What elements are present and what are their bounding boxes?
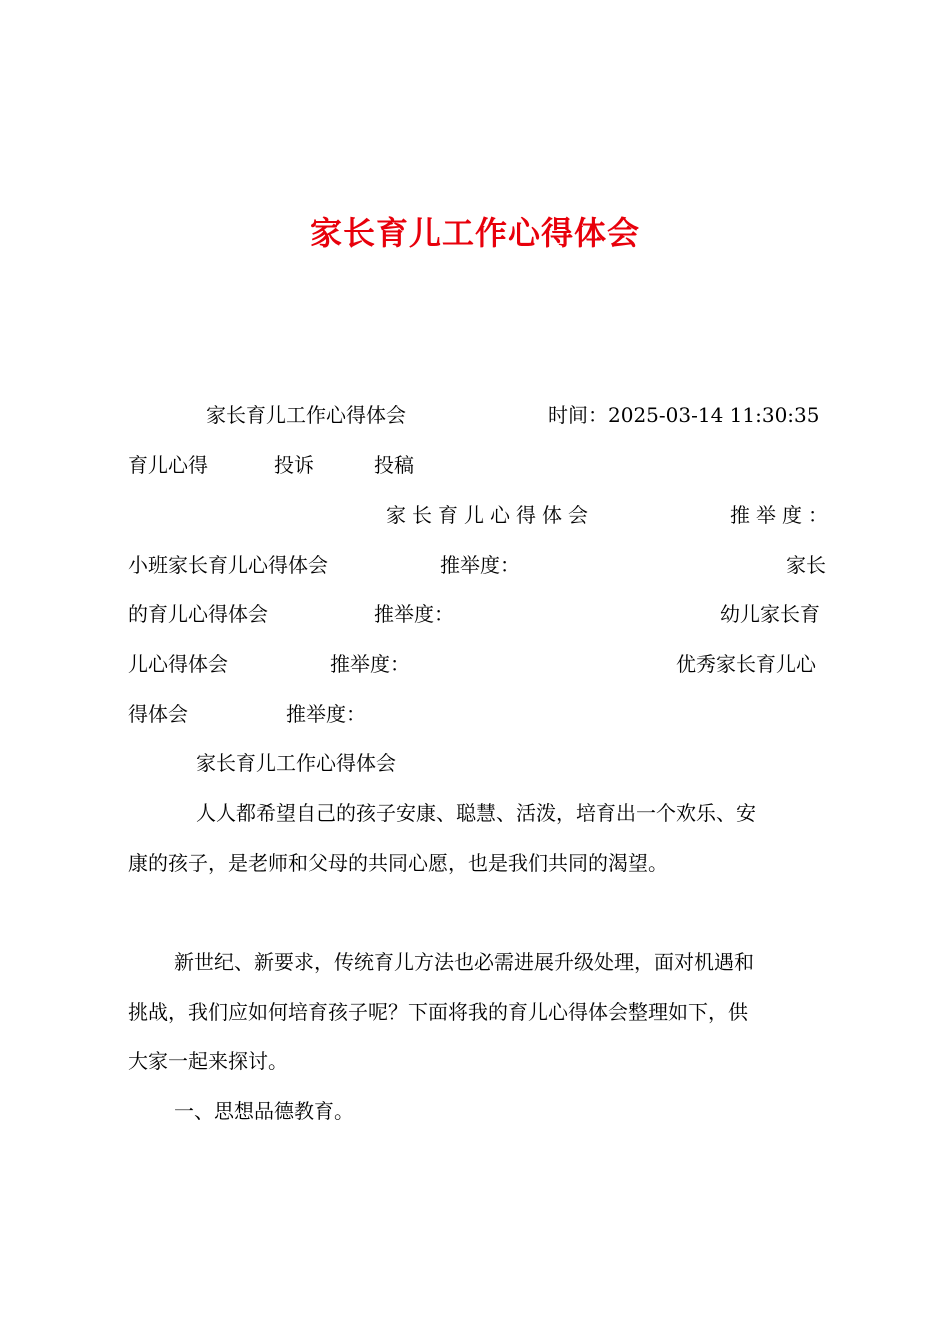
paragraph-line: 康的孩子，是老师和父母的共同心愿，也是我们共同的渴望。 xyxy=(128,851,668,875)
related-article-title[interactable]: 优秀家长育儿心 xyxy=(676,652,816,676)
related-article-title[interactable]: 幼儿家长育 xyxy=(720,602,820,626)
section-heading: 一、思想品德教育。 xyxy=(174,1099,354,1123)
related-recommend-label: 推举度： xyxy=(286,702,366,726)
timestamp: 时间：2025-03-14 11:30:35 xyxy=(548,403,820,427)
related-article-title[interactable]: 儿心得体会 xyxy=(128,652,228,676)
related-article-title[interactable]: 得体会 xyxy=(128,702,188,726)
complaint-link[interactable]: 投诉 xyxy=(274,453,314,477)
category-link[interactable]: 育儿心得 xyxy=(128,453,208,477)
related-article-title[interactable]: 家长育儿心得体会 xyxy=(386,503,594,527)
related-recommend-label: 推举度： xyxy=(330,652,410,676)
related-article-title[interactable]: 小班家长育儿心得体会 xyxy=(128,553,328,577)
related-article-title[interactable]: 家长 xyxy=(786,553,826,577)
paragraph-line: 大家一起来探讨。 xyxy=(128,1049,288,1073)
paragraph-line: 人人都希望自己的孩子安康、聪慧、活泼，培育出一个欢乐、安 xyxy=(196,801,756,825)
related-recommend-label: 推举度： xyxy=(440,553,520,577)
article-title: 家长育儿工作心得体会 xyxy=(206,403,406,427)
document-title: 家长育儿工作心得体会 xyxy=(309,214,640,252)
related-article-title[interactable]: 的育儿心得体会 xyxy=(128,602,268,626)
related-recommend-label: 推举度： xyxy=(374,602,454,626)
body-subtitle: 家长育儿工作心得体会 xyxy=(196,751,396,775)
related-recommend-label: 推举度： xyxy=(730,503,834,527)
submit-link[interactable]: 投稿 xyxy=(374,453,414,477)
paragraph-line: 挑战，我们应如何培育孩子呢？下面将我的育儿心得体会整理如下，供 xyxy=(128,1000,748,1024)
paragraph-line: 新世纪、新要求，传统育儿方法也必需进展升级处理，面对机遇和 xyxy=(174,950,754,974)
